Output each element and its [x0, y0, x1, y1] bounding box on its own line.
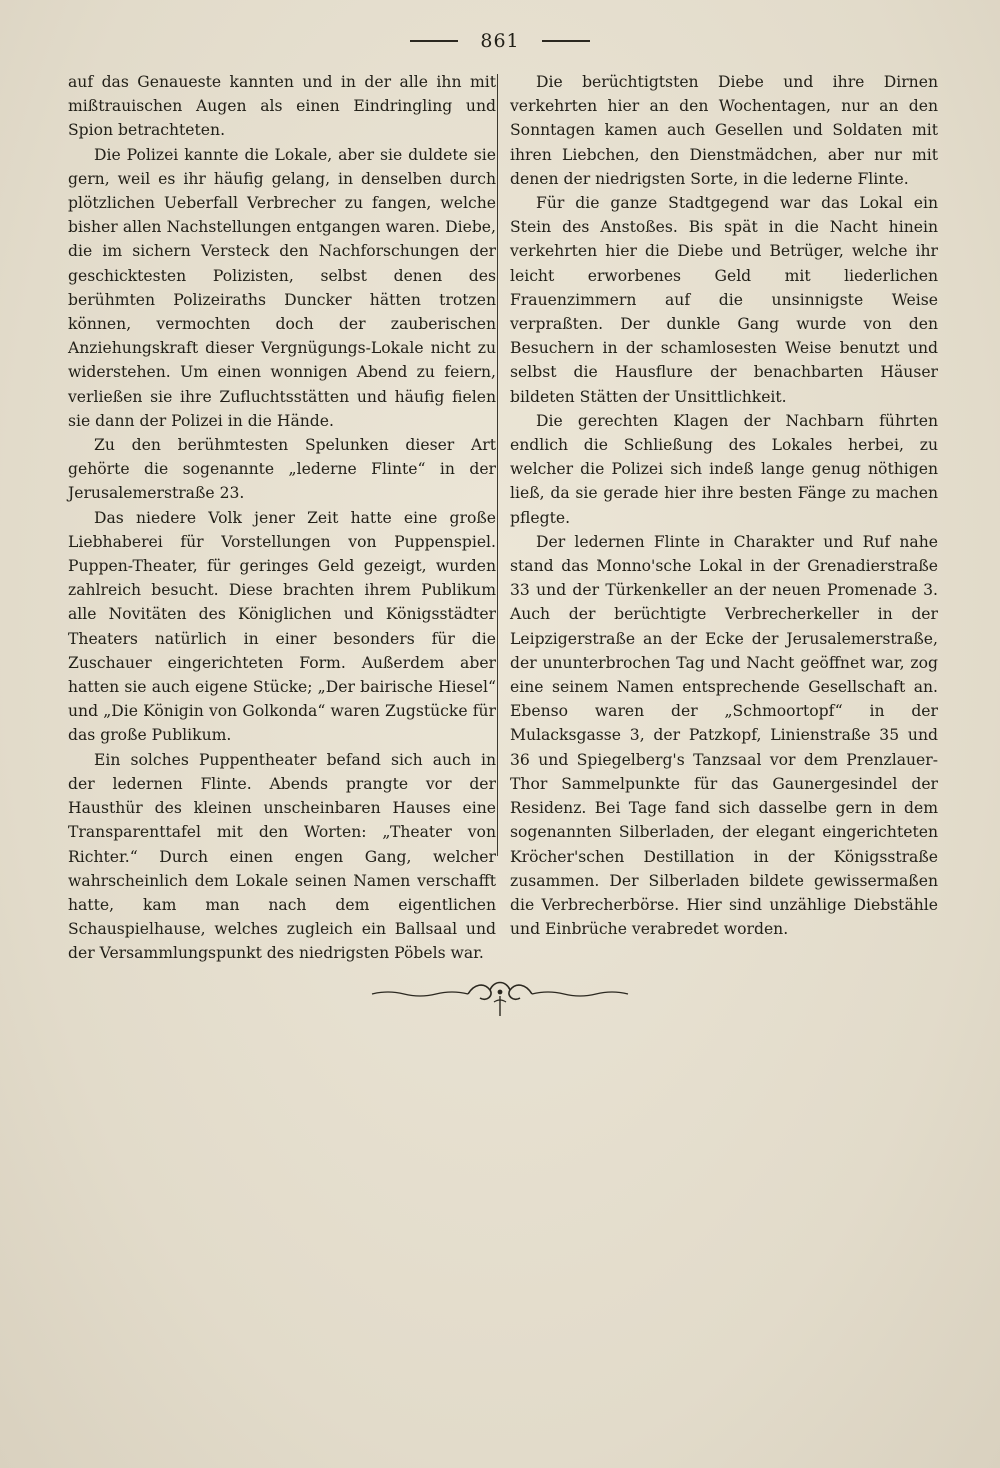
- header-rule-right: [542, 40, 590, 42]
- paragraph: Das niedere Volk jener Zeit hatte eine große Liebhaberei für Vorstellungen von Puppenspiel. Puppen-Theater, für geringes Geld gezeigt, wurden zahlreich besucht. Diese brachten ihrem Publikum alle Novitäten des Königlichen und Königsstädter Theaters natürlich in einer besonders für die Zuschauer eingerichteten Form. Außerdem aber hatten sie auch eigene Stücke; „Der bairische Hiesel“ und „Die Königin von Golkonda“ waren Zugstücke für das große Publikum.: [68, 508, 496, 745]
- paragraph: auf das Genaueste kannten und in der alle ihn mit mißtrauischen Augen als einen Eindringling und Spion betrachteten.: [68, 73, 496, 140]
- left-column: [68, 70, 496, 966]
- paragraph: Zu den berühmtesten Spelunken dieser Art gehörte die sogenannte „lederne Flinte“ in der Jerusalemerstraße 23.: [68, 436, 496, 503]
- header-rule-left: [410, 40, 458, 42]
- paragraph: Die Polizei kannte die Lokale, aber sie duldete sie gern, weil es ihr häufig gelang, in denselben durch plötzlichen Ueberfall Verbrecher zu fangen, welche bisher allen Nachstellungen entgangen waren. Diebe, die im sichern Versteck den Nachforschungen der geschicktesten Polizisten, selbst denen des berühmten Polizeiraths Duncker hätten trotzen können, vermochten doch der zauberischen Anziehungskraft dieser Vergnügungs-Lokale nicht zu widerstehen. Um einen wonnigen Abend zu feiern, verließen sie ihre Zufluchtsstätten und häufig fielen sie dann der Polizei in die Hände.: [68, 145, 496, 430]
- end-ornament-icon: [368, 972, 632, 1032]
- paragraph: Die gerechten Klagen der Nachbarn führten endlich die Schließung des Lokales herbei, zu welcher die Polizei sich indeß lange genug nöthigen ließ, da sie gerade hier ihre besten Fänge zu machen pflegte.: [510, 411, 938, 527]
- page-number: 861: [480, 30, 520, 52]
- right-column: [510, 70, 938, 941]
- paragraph: Für die ganze Stadtgegend war das Lokal ein Stein des Anstoßes. Bis spät in die Nacht hinein verkehrten hier die Diebe und Betrüger, welche ihr leicht erworbenes Geld mit liederlichen Frauenzimmern auf die unsinnigste Weise verpraßten. Der dunkle Gang wurde von den Besuchern in der schamlosesten Weise benutzt und selbst die Hausflure der benachbarten Häuser bildeten Stätten der Unsittlichkeit.: [510, 194, 938, 406]
- paragraph: Die berüchtigtsten Diebe und ihre Dirnen verkehrten hier an den Wochentagen, nur an den Sonntagen kamen auch Gesellen und Soldaten mit ihren Liebchen, den Dienstmädchen, aber nur mit denen der niedrigsten Sorte, in die lederne Flinte.: [510, 73, 938, 188]
- paragraph: Der ledernen Flinte in Charakter und Ruf nahe stand das Monno'sche Lokal in der Grenadierstraße 33 und der Türkenkeller an der neuen Promenade 3. Auch der berüchtigte Verbrecherkeller in der Leipzigerstraße an der Ecke der Jerusalemerstraße, der ununterbrochen Tag und Nacht geöffnet war, zog eine seinem Namen entsprechende Gesellschaft an. Ebenso waren der „Schmoortopf“ in der Mulacksgasse 3, der Patzkopf, Linienstraße 35 und 36 und Spiegelberg's Tanzsaal vor dem Prenzlauer-Thor Sammelpunkte für das Gaunergesindel der Residenz. Bei Tage fand sich dasselbe gern in dem sogenannten Silberladen, der elegant eingerichteten Kröcher'schen Destillation in der Königsstraße zusammen. Der Silberladen bildete gewissermaßen die Verbrecherbörse. Hier sind unzählige Diebstähle und Einbrüche verabredet worden.: [510, 532, 938, 939]
- page-header: [0, 26, 1000, 56]
- column-divider: [497, 74, 498, 856]
- paragraph: Ein solches Puppentheater befand sich auch in der ledernen Flinte. Abends prangte vor der Hausthür des kleinen unscheinbaren Hauses eine Transparenttafel mit den Worten: „Theater von Richter.“ Durch einen engen Gang, welcher wahrscheinlich dem Lokale seinen Namen verschafft hatte, kam man nach dem eigentlichen Schauspielhause, welches zugleich ein Ballsaal und der Versammlungspunkt des niedrigsten Pöbels war.: [68, 750, 496, 963]
